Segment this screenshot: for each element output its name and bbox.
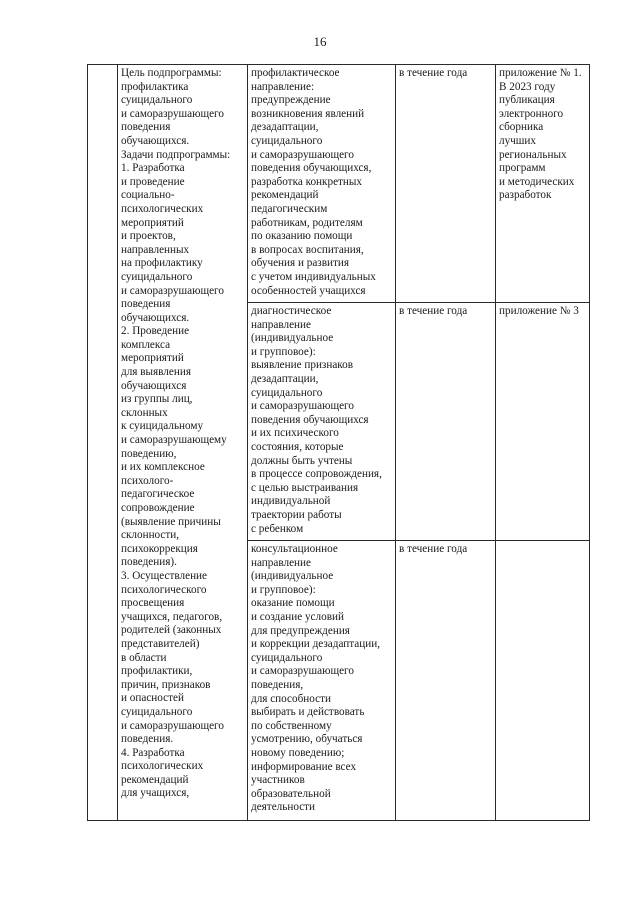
text-line: суицидального <box>251 386 323 399</box>
text-line: предупреждение <box>251 94 331 107</box>
note-cell <box>496 65 590 303</box>
text-line: в процессе сопровождения, <box>251 468 382 481</box>
text-line: работникам, родителям <box>251 216 363 229</box>
text-line: комплекса <box>121 338 171 351</box>
text-line: поведения обучающихся <box>251 413 369 426</box>
text-line: и коррекции дезадаптации, <box>251 638 381 651</box>
text-line: направление: <box>251 80 315 93</box>
goal-tasks-text <box>121 67 244 801</box>
text-line: и создание условий <box>251 610 344 623</box>
text-line: психологических <box>121 760 204 773</box>
text-line: сборника <box>499 121 544 134</box>
text-line: для выявления <box>121 366 191 379</box>
text-line: и методических <box>499 175 575 188</box>
text-line: и групповое): <box>251 345 316 358</box>
text-line: поведения <box>121 298 171 311</box>
text-line: с ребенком <box>251 522 304 535</box>
text-line: программ <box>499 162 546 175</box>
text-line: в области <box>121 651 167 664</box>
text-line: сопровождение <box>121 502 195 514</box>
text-line: и групповое): <box>251 583 316 596</box>
text-line: просвещения <box>121 597 185 610</box>
text-line: поведения обучающихся, <box>251 162 372 175</box>
text-line: психологического <box>121 583 207 596</box>
text-line: психолого- <box>121 474 174 487</box>
text-line: поведения <box>121 121 171 134</box>
text-line: профилактическое <box>251 67 340 79</box>
direction-text-consulting <box>251 543 392 815</box>
text-line: склонных <box>121 406 168 419</box>
text-line: деятельности <box>251 801 316 814</box>
note-cell <box>496 541 590 821</box>
text-line: мероприятий <box>121 216 184 229</box>
text-line: 3. Осуществление <box>121 569 208 582</box>
text-line: склонности, <box>121 529 180 542</box>
text-line: разработок <box>499 189 552 202</box>
text-line: возникновения явлений <box>251 107 365 120</box>
period-text: в течение года <box>399 543 468 555</box>
text-line: психокоррекция <box>121 542 198 555</box>
text-line: обучения и развития <box>251 257 350 270</box>
text-line: и саморазрушающего <box>251 148 354 161</box>
text-line: поведения). <box>121 556 177 569</box>
text-line: по собственному <box>251 719 332 732</box>
text-line: и проведение <box>121 175 185 188</box>
table-row <box>88 65 590 303</box>
period-cell <box>396 65 496 303</box>
appendix-note-1 <box>499 67 586 203</box>
text-line: выявление признаков <box>251 359 354 372</box>
text-line: состояния, которые <box>251 440 344 453</box>
text-line: информирование всех <box>251 760 357 773</box>
text-line: индивидуальной <box>251 495 331 508</box>
text-line: (индивидуальное <box>251 332 334 345</box>
text-line: суицидального <box>251 134 323 147</box>
period-cell <box>396 303 496 541</box>
text-line: суицидального <box>121 94 193 107</box>
text-line: с учетом индивидуальных <box>251 270 376 283</box>
text-line: направление <box>251 556 311 569</box>
direction-cell <box>248 65 396 303</box>
text-line: к суицидальному <box>121 420 204 433</box>
text-line: Задачи подпрограммы: <box>121 148 231 161</box>
text-line: дезадаптации, <box>251 372 319 385</box>
text-line: приложение № 3 <box>499 305 579 317</box>
text-line: поведению, <box>121 447 177 460</box>
text-line: 1. Разработка <box>121 162 185 175</box>
text-line: суицидального <box>121 270 193 283</box>
text-line: поведения, <box>251 678 304 691</box>
text-line: диагностическое <box>251 305 332 317</box>
text-line: направленных <box>121 243 190 256</box>
program-table <box>87 64 590 821</box>
text-line: особенностей учащихся <box>251 284 366 297</box>
text-line: с целью выстраивания <box>251 481 359 494</box>
goal-tasks-cell <box>118 65 248 821</box>
text-line: разработка конкретных <box>251 175 363 188</box>
text-line: выбирать и действовать <box>251 706 365 719</box>
text-line: (индивидуальное <box>251 570 334 583</box>
text-line: педагогическое <box>121 488 195 501</box>
text-line: психологических <box>121 202 204 215</box>
text-line: для способности <box>251 692 331 705</box>
text-line: образовательной <box>251 787 331 800</box>
text-line: на профилактику <box>121 257 203 270</box>
text-line: по оказанию помощи <box>251 230 353 243</box>
period-text: в течение года <box>399 67 468 79</box>
text-line: публикация <box>499 94 555 107</box>
text-line: из группы лиц, <box>121 393 193 406</box>
text-line: и саморазрушающему <box>121 434 227 447</box>
text-line: и опасностей <box>121 692 184 705</box>
page-number: 16 <box>313 34 327 49</box>
text-line: 2. Проведение <box>121 325 190 338</box>
text-line: Цель подпрограммы: <box>121 67 222 79</box>
text-line: электронного <box>499 107 564 120</box>
text-line: и саморазрушающего <box>121 107 224 120</box>
text-line: суицидального <box>251 651 323 664</box>
text-line: и саморазрушающего <box>251 665 354 678</box>
text-line: усмотрению, обучаться <box>251 733 363 746</box>
text-line: обучающихся. <box>121 134 190 147</box>
text-line: консультационное <box>251 543 338 555</box>
text-line: региональных <box>499 148 567 161</box>
note-cell <box>496 303 590 541</box>
text-line: рекомендаций <box>121 773 189 786</box>
text-line: (выявление причины <box>121 515 221 528</box>
text-line: родителей (законных <box>121 624 222 637</box>
text-line: учащихся, педагогов, <box>121 610 223 623</box>
text-line: и саморазрушающего <box>121 719 224 732</box>
text-line: для предупреждения <box>251 624 350 637</box>
text-line: и их комплексное <box>121 461 205 474</box>
text-line: дезадаптации, <box>251 121 319 134</box>
text-line: В 2023 году <box>499 80 556 93</box>
text-line: суицидального <box>121 705 193 718</box>
text-line: и их психического <box>251 427 339 440</box>
text-line: профилактики, <box>121 665 193 678</box>
period-cell <box>396 541 496 821</box>
text-line: участников <box>251 774 305 787</box>
text-line: мероприятий <box>121 352 184 365</box>
text-line: причин, признаков <box>121 678 211 691</box>
text-line: новому поведению; <box>251 746 345 759</box>
text-line: рекомендаций <box>251 189 319 202</box>
text-line: лучших <box>499 134 536 147</box>
text-line: профилактика <box>121 80 189 93</box>
text-line: социально- <box>121 189 175 202</box>
text-line: представителей) <box>121 637 200 650</box>
text-line: 4. Разработка <box>121 746 185 759</box>
text-line: педагогическим <box>251 202 328 215</box>
direction-cell <box>248 541 396 821</box>
direction-text-preventive <box>251 67 392 298</box>
text-line: приложение № 1. <box>499 67 582 79</box>
text-line: и саморазрушающего <box>121 284 224 297</box>
text-line: и саморазрушающего <box>251 400 354 413</box>
text-line: для учащихся, <box>121 787 190 800</box>
row-number-cell <box>88 65 118 821</box>
text-line: оказание помощи <box>251 597 335 610</box>
text-line: обучающихся. <box>121 311 190 324</box>
appendix-note-3 <box>499 305 586 319</box>
direction-cell <box>248 303 396 541</box>
text-line: в вопросах воспитания, <box>251 243 364 256</box>
text-line: траектории работы <box>251 508 342 521</box>
direction-text-diagnostic <box>251 305 392 536</box>
text-line: обучающихся <box>121 379 187 392</box>
text-line: и проектов, <box>121 230 176 243</box>
text-line: направление <box>251 318 311 331</box>
text-line: должны быть учтены <box>251 454 353 467</box>
text-line: поведения. <box>121 733 174 746</box>
period-text: в течение года <box>399 305 468 317</box>
